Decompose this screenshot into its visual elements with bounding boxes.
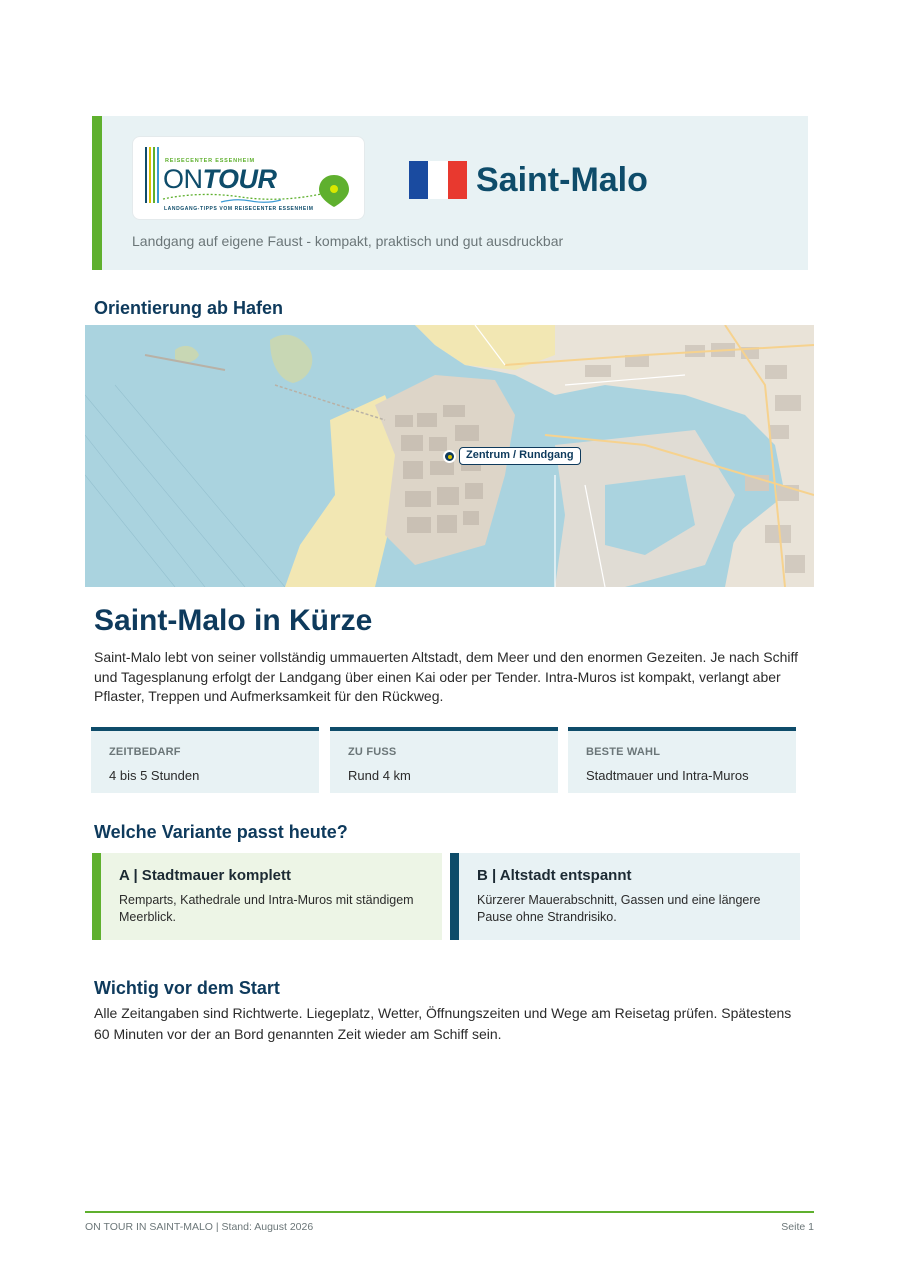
variant-title: A | Stadtmauer komplett <box>119 867 292 884</box>
logo-tagline: LANDGANG-TIPPS VOM REISECENTER ESSENHEIM <box>164 206 314 212</box>
footer-left-text: ON TOUR IN SAINT-MALO | Stand: August 2026 <box>85 1221 314 1233</box>
page-number: Seite 1 <box>781 1221 814 1233</box>
map-marker-icon <box>443 450 456 463</box>
logo-wave-icon <box>161 189 331 205</box>
fact-value: Rund 4 km <box>348 768 411 783</box>
map-marker-label: Zentrum / Rundgang <box>459 447 581 465</box>
orientation-heading: Orientierung ab Hafen <box>94 298 284 318</box>
facts-row <box>91 727 798 793</box>
fact-label: ZEITBEDARF <box>109 746 181 758</box>
fact-label: BESTE WAHL <box>586 746 661 758</box>
header-card <box>92 116 808 270</box>
fact-label: ZU FUSS <box>348 746 397 758</box>
important-text: Alle Zeitangaben sind Richtwerte. Liegeplatz, Wetter, Öffnungszeiten und Wege am Reisetag prüfen. Spätestens 60 Minuten vor der an Bord genannten Zeit wieder am Schiff sein. <box>94 1005 792 1042</box>
header-subtitle: Landgang auf eigene Faust - kompakt, praktisch und gut ausdruckbar <box>132 233 564 249</box>
variants-heading: Welche Variante passt heute? <box>94 822 348 842</box>
map-pin-icon <box>317 173 351 209</box>
logo-bars-icon <box>145 147 159 203</box>
fact-card-best-choice <box>568 727 796 793</box>
important-heading: Wichtig vor dem Start <box>94 978 280 998</box>
fact-card-time <box>91 727 319 793</box>
logo-tour: TOUR <box>202 164 277 194</box>
logo-small-text: REISECENTER ESSENHEIM <box>165 158 255 164</box>
variant-card-b <box>450 853 800 940</box>
fact-card-distance <box>330 727 558 793</box>
variant-text: Remparts, Kathedrale und Intra-Muros mit ständigem Meerblick. <box>119 893 414 924</box>
on-tour-logo <box>132 136 365 220</box>
fact-value: Stadtmauer und Intra-Muros <box>586 768 749 783</box>
fact-value: 4 bis 5 Stunden <box>109 768 200 783</box>
city-title: Saint-Malo <box>476 161 648 199</box>
summary-text: Saint-Malo lebt von seiner vollständig ummauerten Altstadt, dem Meer und den enormen Gezeiten. Je nach Schiff und Tagesplanung erfolgt der Landgang über einen Kai oder per Tender. Intra-Muros ist kompakt, verlangt aber Pflaster, Treppen und Aufmerksamkeit für den Rückweg. <box>94 649 799 704</box>
footer-divider <box>85 1211 814 1213</box>
france-flag-icon <box>409 161 467 199</box>
variant-text: Kürzerer Mauerabschnitt, Gassen und eine längere Pause ohne Strandrisiko. <box>477 893 761 924</box>
variant-title: B | Altstadt entspannt <box>477 867 632 884</box>
variant-card-a <box>92 853 442 940</box>
logo-on: ON <box>163 164 203 194</box>
summary-title: Saint-Malo in Kürze <box>94 604 373 637</box>
